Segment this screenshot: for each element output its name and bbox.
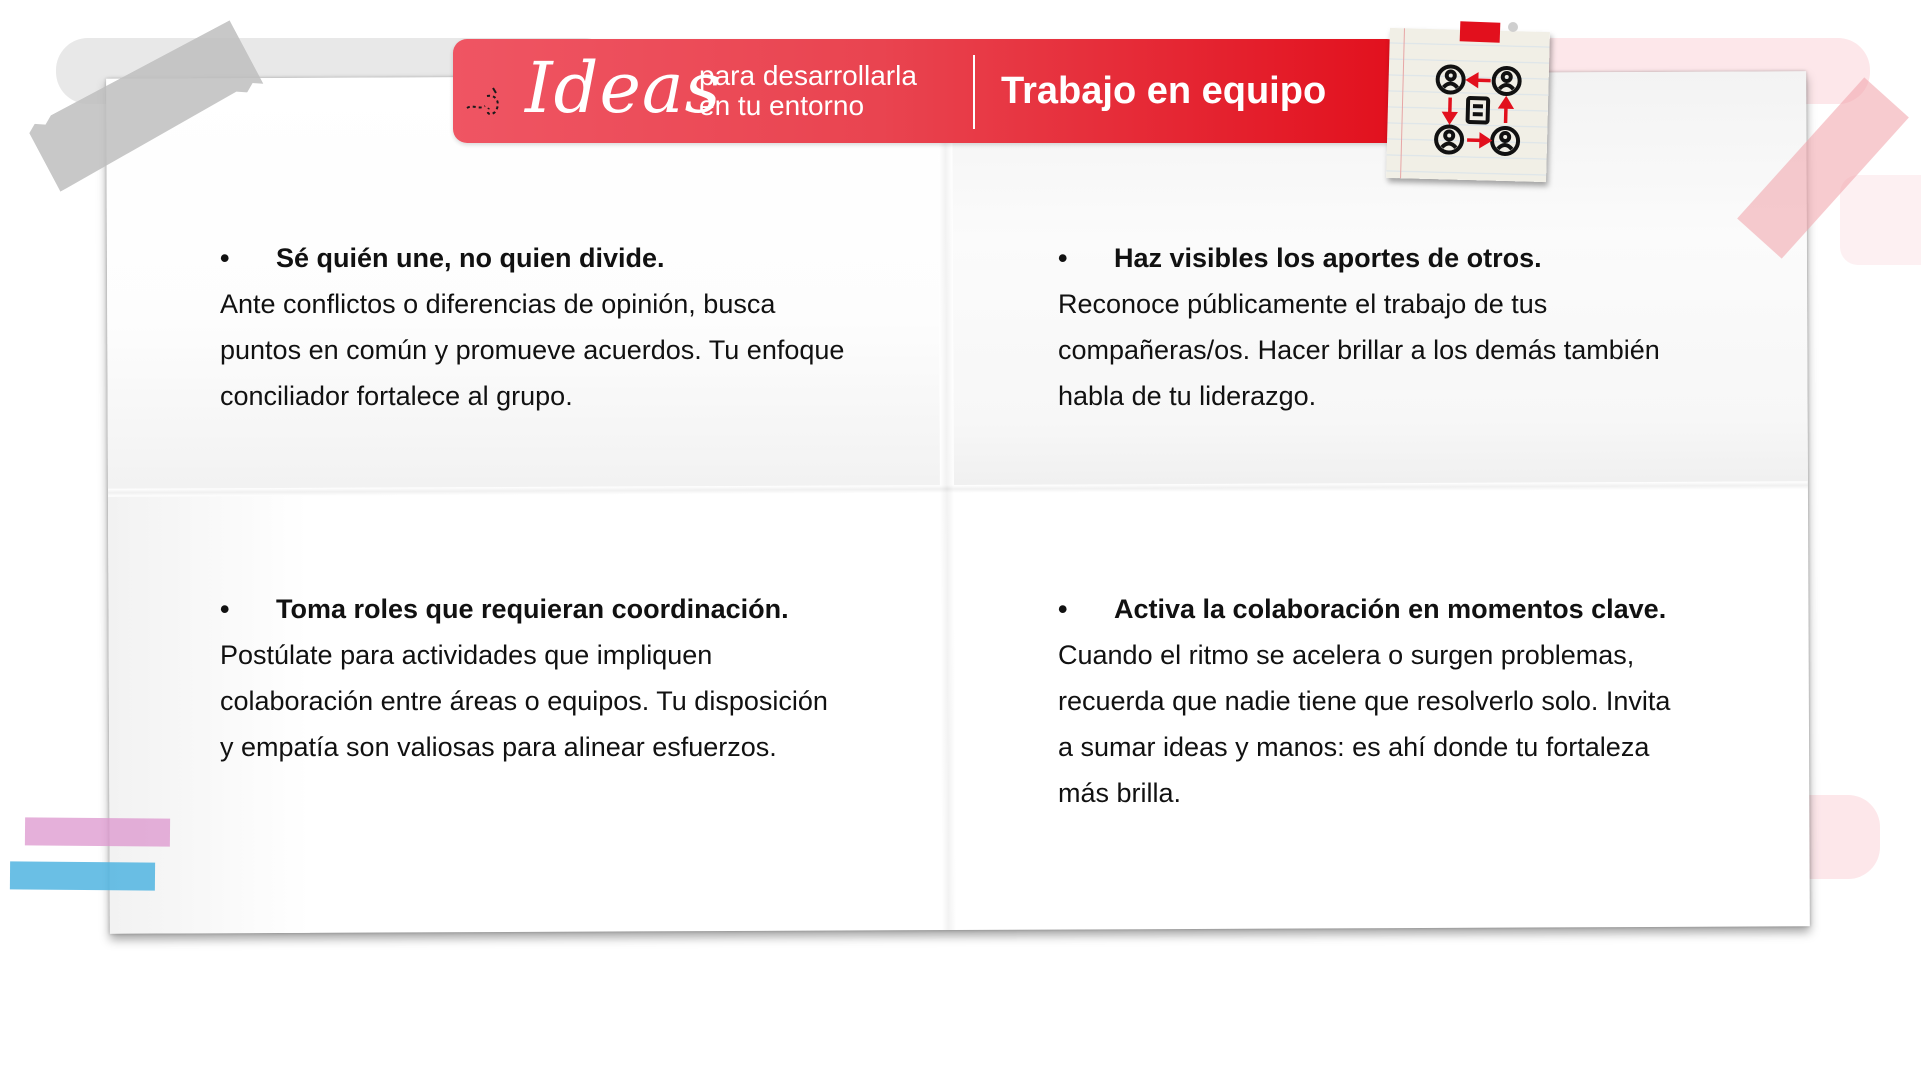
idea-heading [220, 235, 920, 281]
idea-heading [220, 586, 920, 632]
idea-body-line: y empatía son valiosas para alinear esfuerzos. [220, 732, 777, 762]
team-workflow-icon [1386, 28, 1550, 182]
idea-body-line: conciliador fortalece al grupo. [220, 381, 573, 411]
ideas-label: Ideas [525, 47, 722, 129]
bullet: • [1058, 243, 1068, 273]
idea-body-line: colaboración entre áreas o equipos. Tu disposición [220, 686, 828, 716]
idea-body-line: recuerda que nadie tiene que resolverlo solo. Invita [1058, 686, 1671, 716]
idea-body-line: a sumar ideas y manos: es ahí donde tu fortaleza [1058, 732, 1650, 762]
tape-decoration [25, 817, 170, 846]
idea-heading-text: Activa la colaboración en momentos clave. [1114, 594, 1667, 624]
idea-body-line: Ante conflictos o diferencias de opinión, busca [220, 289, 776, 319]
idea-body-line: habla de tu liderazgo. [1058, 381, 1317, 411]
idea-block [220, 586, 920, 770]
idea-body-line: puntos en común y promueve acuerdos. Tu enfoque [220, 335, 845, 365]
bullet: • [1058, 594, 1068, 624]
idea-body [1058, 281, 1758, 419]
bullet: • [220, 594, 230, 624]
idea-body [1058, 632, 1758, 816]
page-title: Trabajo en equipo [1001, 70, 1327, 112]
sketch-doodle-icon [463, 86, 507, 122]
idea-block [1058, 586, 1758, 816]
subtitle-line: para desarrollarla [699, 60, 917, 91]
idea-heading [1058, 235, 1758, 281]
header-banner [453, 39, 1401, 143]
pin-head [1508, 22, 1518, 32]
idea-body-line: Postúlate para actividades que impliquen [220, 640, 713, 670]
header-subtitle [699, 61, 917, 121]
idea-heading-text: Sé quién une, no quien divide. [276, 243, 665, 273]
idea-body-line: compañeras/os. Hacer brillar a los demás también [1058, 335, 1660, 365]
idea-body-line: Cuando el ritmo se acelera o surgen problemas, [1058, 640, 1635, 670]
idea-body [220, 632, 920, 770]
bullet: • [220, 243, 230, 273]
sticky-note [1386, 28, 1550, 182]
note-clip [1460, 21, 1501, 42]
idea-body-line: Reconoce públicamente el trabajo de tus [1058, 289, 1548, 319]
idea-block [1058, 235, 1758, 419]
idea-heading [1058, 586, 1758, 632]
header-divider [973, 55, 975, 129]
tape-decoration [10, 861, 155, 890]
idea-body-line: más brilla. [1058, 778, 1182, 808]
idea-block [220, 235, 920, 419]
idea-body [220, 281, 920, 419]
background-pill-edge [1840, 175, 1921, 265]
idea-heading-text: Haz visibles los aportes de otros. [1114, 243, 1542, 273]
subtitle-line: en tu entorno [699, 90, 865, 121]
idea-heading-text: Toma roles que requieran coordinación. [276, 594, 789, 624]
